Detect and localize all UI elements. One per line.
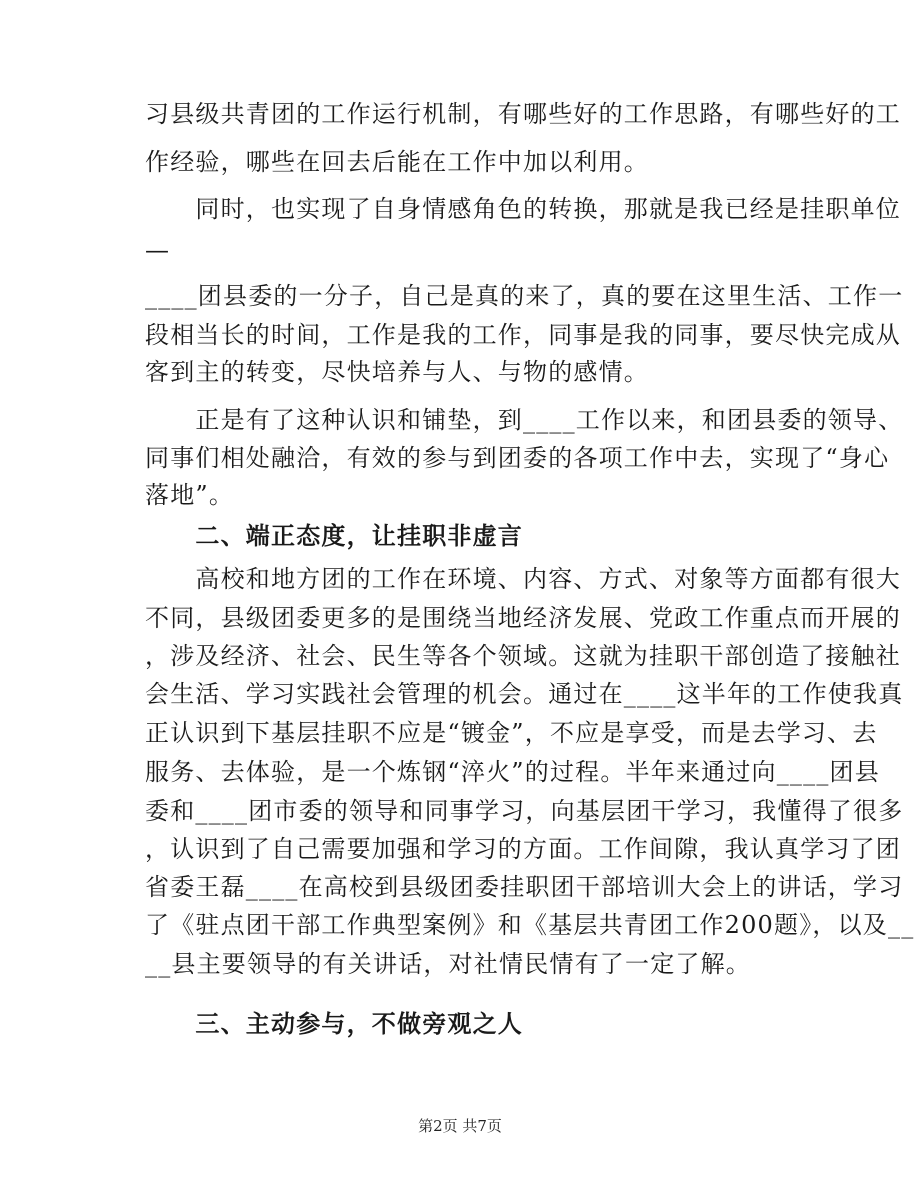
- text-line: ____团县委的一分子，自己是真的来了，真的要在这里生活、工作一: [145, 282, 904, 310]
- text-line: 了《驻点团干部工作典型案例》和《基层共青团工作200题》，以及__: [145, 911, 915, 939]
- page-number: 第2页 共7页: [418, 1117, 502, 1135]
- text-line: 同时，也实现了自身情感角色的转换，那就是我已经是挂职单位: [145, 195, 901, 223]
- text-line: 委和____团市委的领导和同事学习，向基层团干学习，我懂得了很多: [145, 797, 904, 825]
- text-line: 省委王磊____在高校到县级团委挂职团干部培训大会上的讲话，学习: [145, 873, 904, 901]
- text-line: —: [145, 236, 171, 264]
- text-line: 段相当长的时间，工作是我的工作，同事是我的同事，要尽快完成从: [145, 321, 901, 349]
- text-line: 正是有了这种认识和铺垫，到____工作以来，和团县委的领导、: [145, 406, 904, 434]
- text-line: 正认识到下基层挂职不应是“镀金”，不应是享受，而是去学习、去: [145, 719, 878, 747]
- text-line: 客到主的转变，尽快培养与人、与物的感情。: [145, 358, 649, 386]
- text-line: 落地”。: [145, 481, 235, 509]
- text-line: 会生活、学习实践社会管理的机会。通过在____这半年的工作使我真: [145, 680, 904, 708]
- text-line: 不同，县级团委更多的是围绕当地经济发展、党政工作重点而开展的: [145, 604, 901, 632]
- text-line: ，涉及经济、社会、民生等各个领域。这就为挂职干部创造了接触社: [145, 642, 901, 670]
- text-line: ，认识到了自己需要加强和学习的方面。工作间隙，我认真学习了团: [145, 835, 901, 863]
- section-heading: 二、端正态度，让挂职非虚言: [145, 521, 523, 550]
- text-line: 习县级共青团的工作运行机制，有哪些好的工作思路，有哪些好的工: [145, 100, 901, 128]
- text-line: 高校和地方团的工作在环境、内容、方式、对象等方面都有很大: [145, 565, 901, 593]
- text-line: 同事们相处融洽，有效的参与到团委的各项工作中去，实现了“身心: [145, 444, 890, 472]
- text-line: 服务、去体验，是一个炼钢“淬火”的过程。半年来通过向____团县: [145, 758, 880, 786]
- section-heading: 三、主动参与，不做旁观之人: [145, 1009, 523, 1038]
- text-line: 作经验，哪些在回去后能在工作中加以利用。: [145, 148, 649, 176]
- text-line: __县主要领导的有关讲话，对社情民情有了一定了解。: [145, 950, 751, 978]
